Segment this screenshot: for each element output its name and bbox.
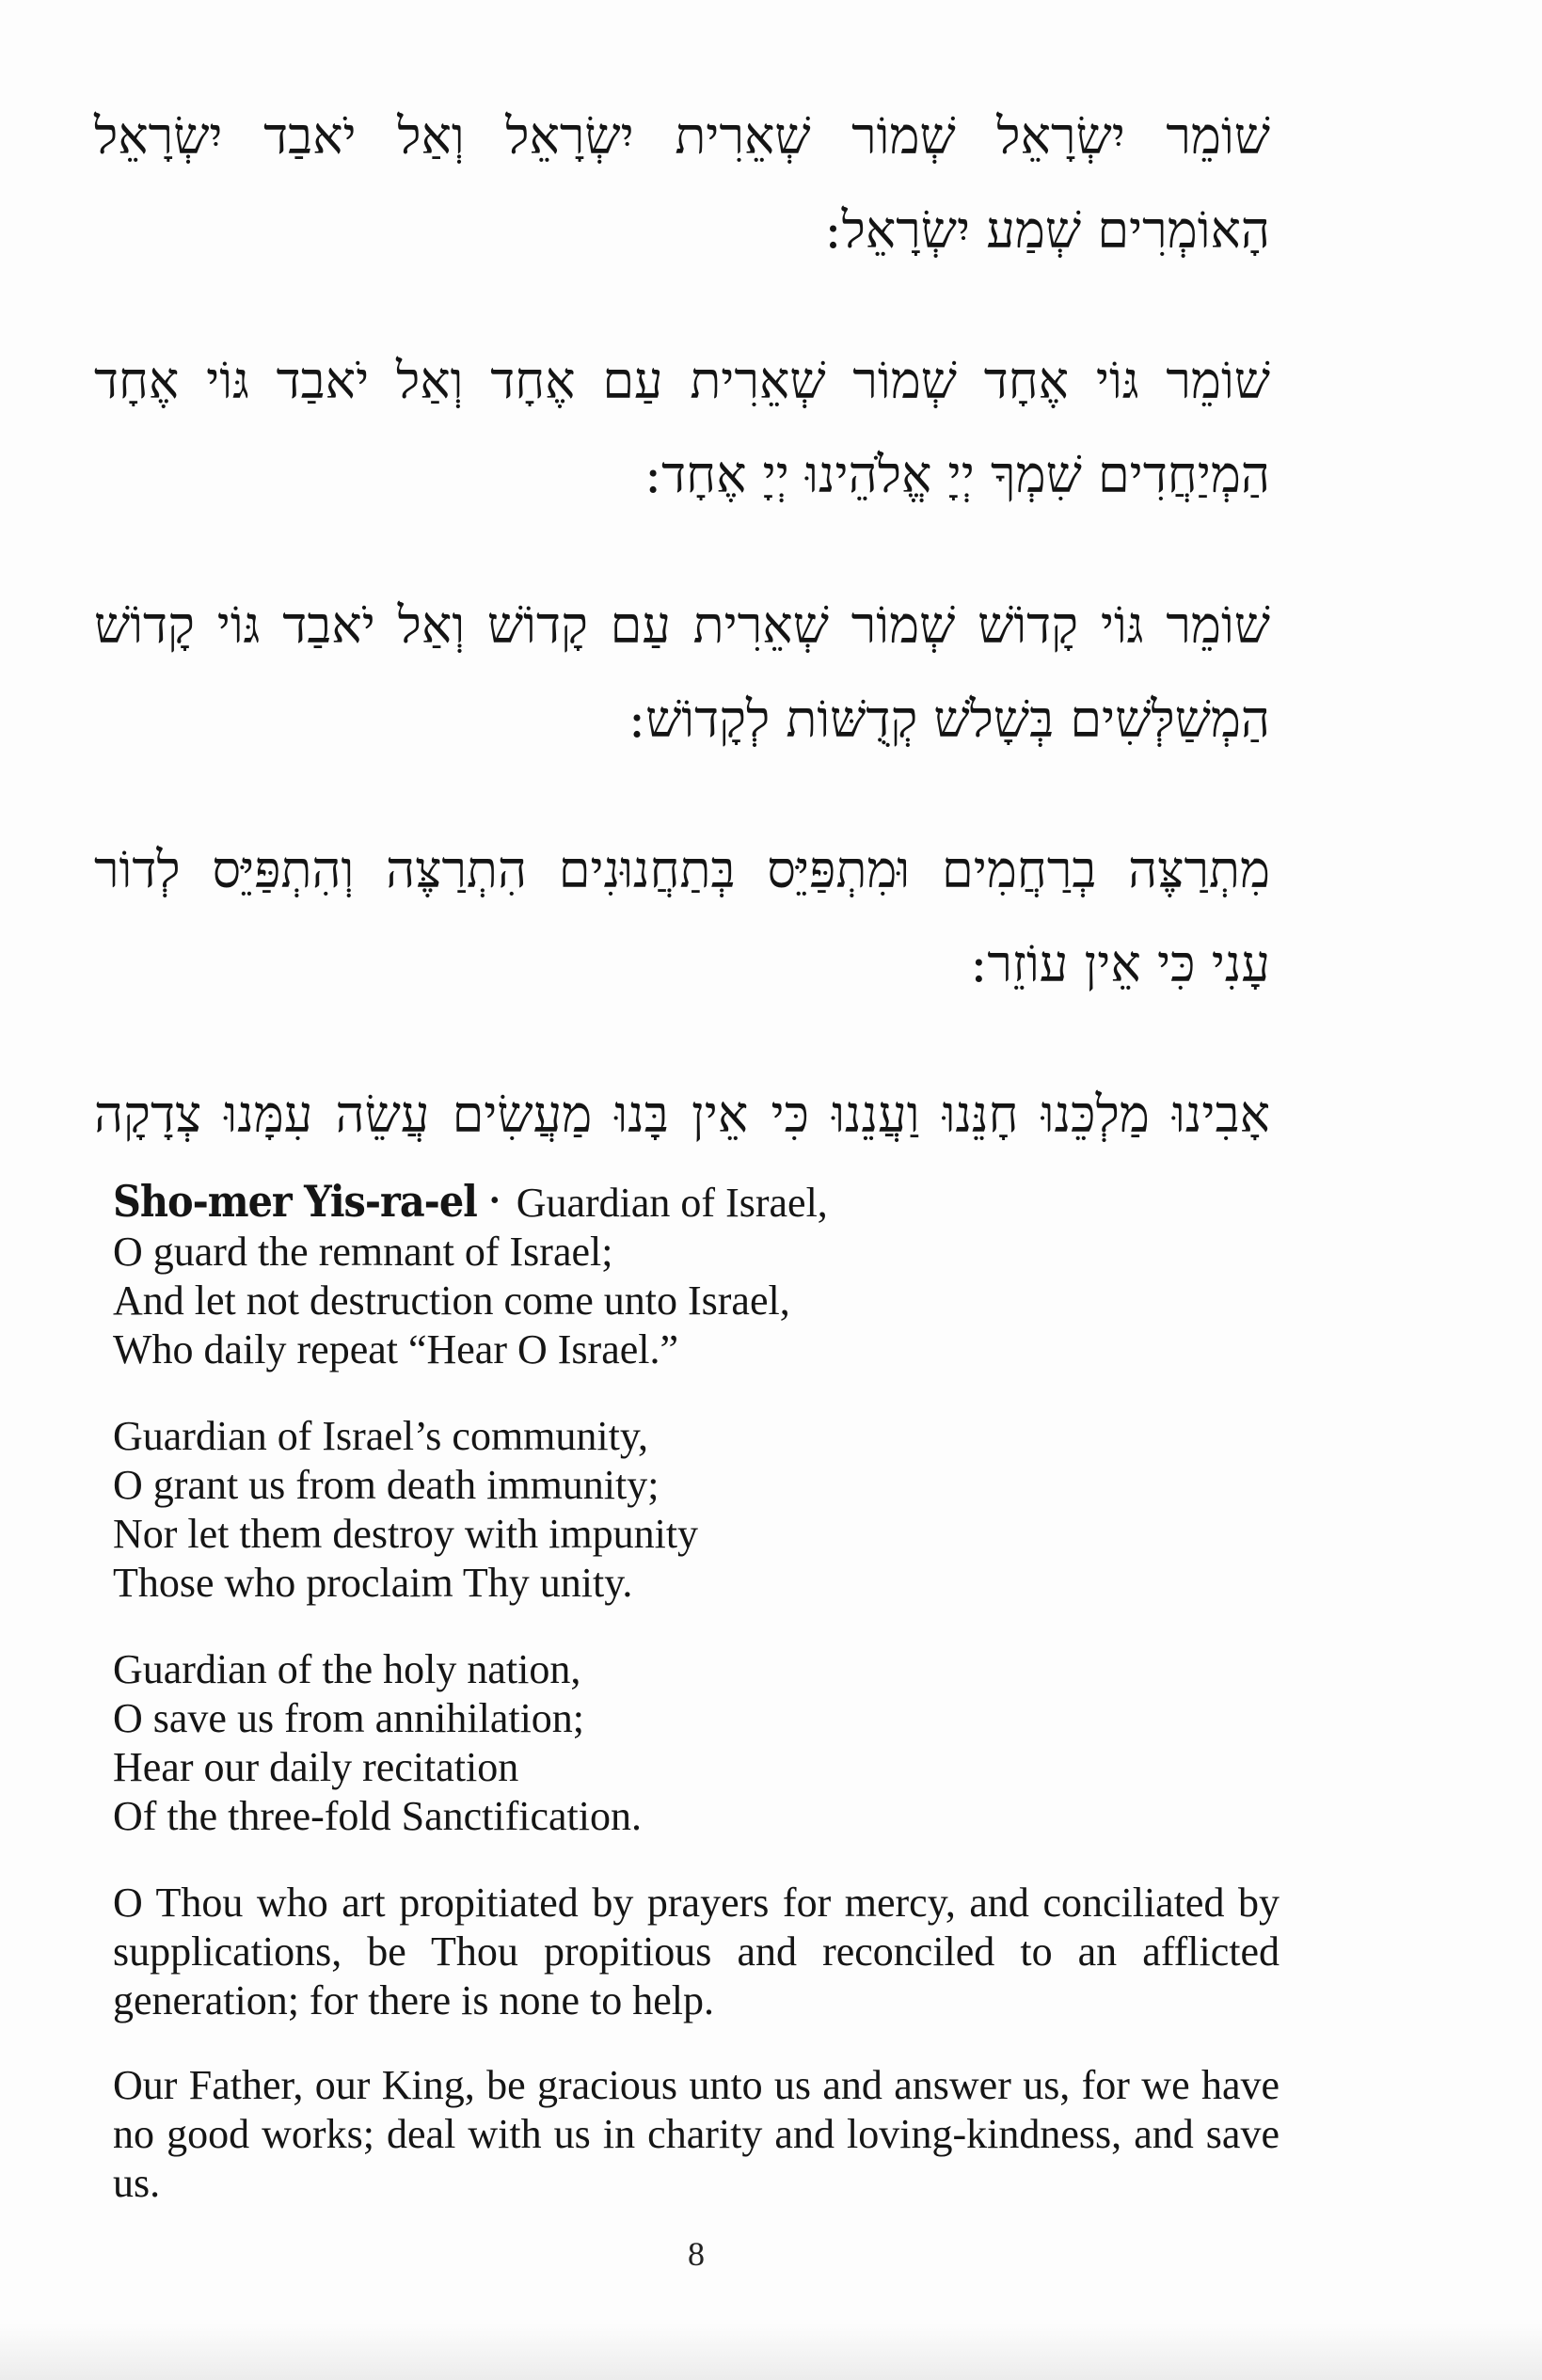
english-line: O save us from annihilation; [113, 1695, 585, 1741]
title-row [113, 1176, 1280, 1228]
english-line: Hear our daily recitation [113, 1744, 519, 1790]
english-paragraph-1: O Thou who art propitiated by prayers for mercy, and conciliated by supplications, be Thou propitious and reconciled to an afflicted generation; for there is none to help. [113, 1880, 1280, 2023]
hebrew-line: שׁוֹמֵר יִשְׂרָאֵל שְׁמוֹר שְׁאֵרִית יִשְׂרָאֵל וְאַל יֹאבַד יִשְׂרָאֵל [94, 106, 1270, 166]
english-line: Guardian of Israel, [516, 1180, 828, 1226]
prayer-title: Sho-mer Yis-ra-el [113, 1176, 477, 1227]
hebrew-line: עָנִי כִּי אֵין עוֹזֵר: [970, 934, 1270, 993]
hebrew-text-block [94, 89, 1270, 1218]
title-bullet: • [489, 1186, 500, 1215]
english-paragraph-2: Our Father, our King, be gracious unto us and answer us, for we have no good works; deal with us in charity and loving-kindness, and save us. [113, 2062, 1280, 2206]
hebrew-stanza-1 [94, 89, 1270, 278]
english-stanza-3 [113, 1645, 1280, 1841]
hebrew-stanza-4 [94, 823, 1270, 1011]
hebrew-line: הַמְיַחֲדִים שִׁמְךָ יְיָ אֱלֹהֵינוּ יְיָ אֶחָד: [644, 445, 1270, 504]
hebrew-stanza-3 [94, 579, 1270, 767]
english-line: Guardian of the holy nation, [113, 1646, 581, 1692]
english-line: Of the three-fold Sanctification. [113, 1793, 643, 1839]
english-line: O grant us from death immunity; [113, 1462, 660, 1508]
page-number: 8 [688, 2235, 705, 2273]
english-stanza-1 [113, 1176, 1280, 1374]
hebrew-stanza-2 [94, 334, 1270, 522]
hebrew-line: הָאוֹמְרִים שְׁמַע יִשְׂרָאֵל: [824, 200, 1270, 260]
hebrew-line: מִתְרַצֶּה בְרַחֲמִים וּמִתְפַּיֵּס בְּתַחֲנוּנִים הִתְרַצֶּה וְהִתְפַּיֵּס לְדוֹר [94, 840, 1270, 899]
english-text-block [113, 1176, 1280, 2244]
english-line: Guardian of Israel’s community, [113, 1413, 648, 1459]
hebrew-line: אָבִינוּ מַלְכֵּנוּ חָנֵּנוּ וַעֲנֵנוּ כִּי אֵין בָּנוּ מַעֲשִׂים עֲשֵׂה עִמָּנוּ צְדָקָה [94, 1085, 1270, 1144]
english-stanza-2 [113, 1412, 1280, 1608]
page-edge-shadow [0, 2324, 1542, 2380]
english-line: And let not destruction come unto Israel, [113, 1277, 790, 1324]
english-line: Nor let them destroy with impunity [113, 1511, 699, 1557]
english-line: Who daily repeat “Hear O Israel.” [113, 1326, 679, 1372]
english-line: O guard the remnant of Israel; [113, 1229, 613, 1275]
hebrew-line: שׁוֹמֵר גּוֹי אֶחָד שְׁמוֹר שְׁאֵרִית עַם אֶחָד וְאַל יֹאבַד גּוֹי אֶחָד [94, 351, 1270, 410]
english-line: Those who proclaim Thy unity. [113, 1560, 633, 1606]
hebrew-stanza-5 [94, 1068, 1270, 1162]
hebrew-line: שׁוֹמֵר גּוֹי קָדוֹשׁ שְׁמוֹר שְׁאֵרִית עַם קָדוֹשׁ וְאַל יֹאבַד גּוֹי קָדוֹשׁ [94, 595, 1270, 655]
hebrew-line: הַמְשַׁלְּשִׁים בְּשָׁלֹשׁ קְדֻשּׁוֹת לְקָדוֹשׁ: [628, 690, 1270, 749]
